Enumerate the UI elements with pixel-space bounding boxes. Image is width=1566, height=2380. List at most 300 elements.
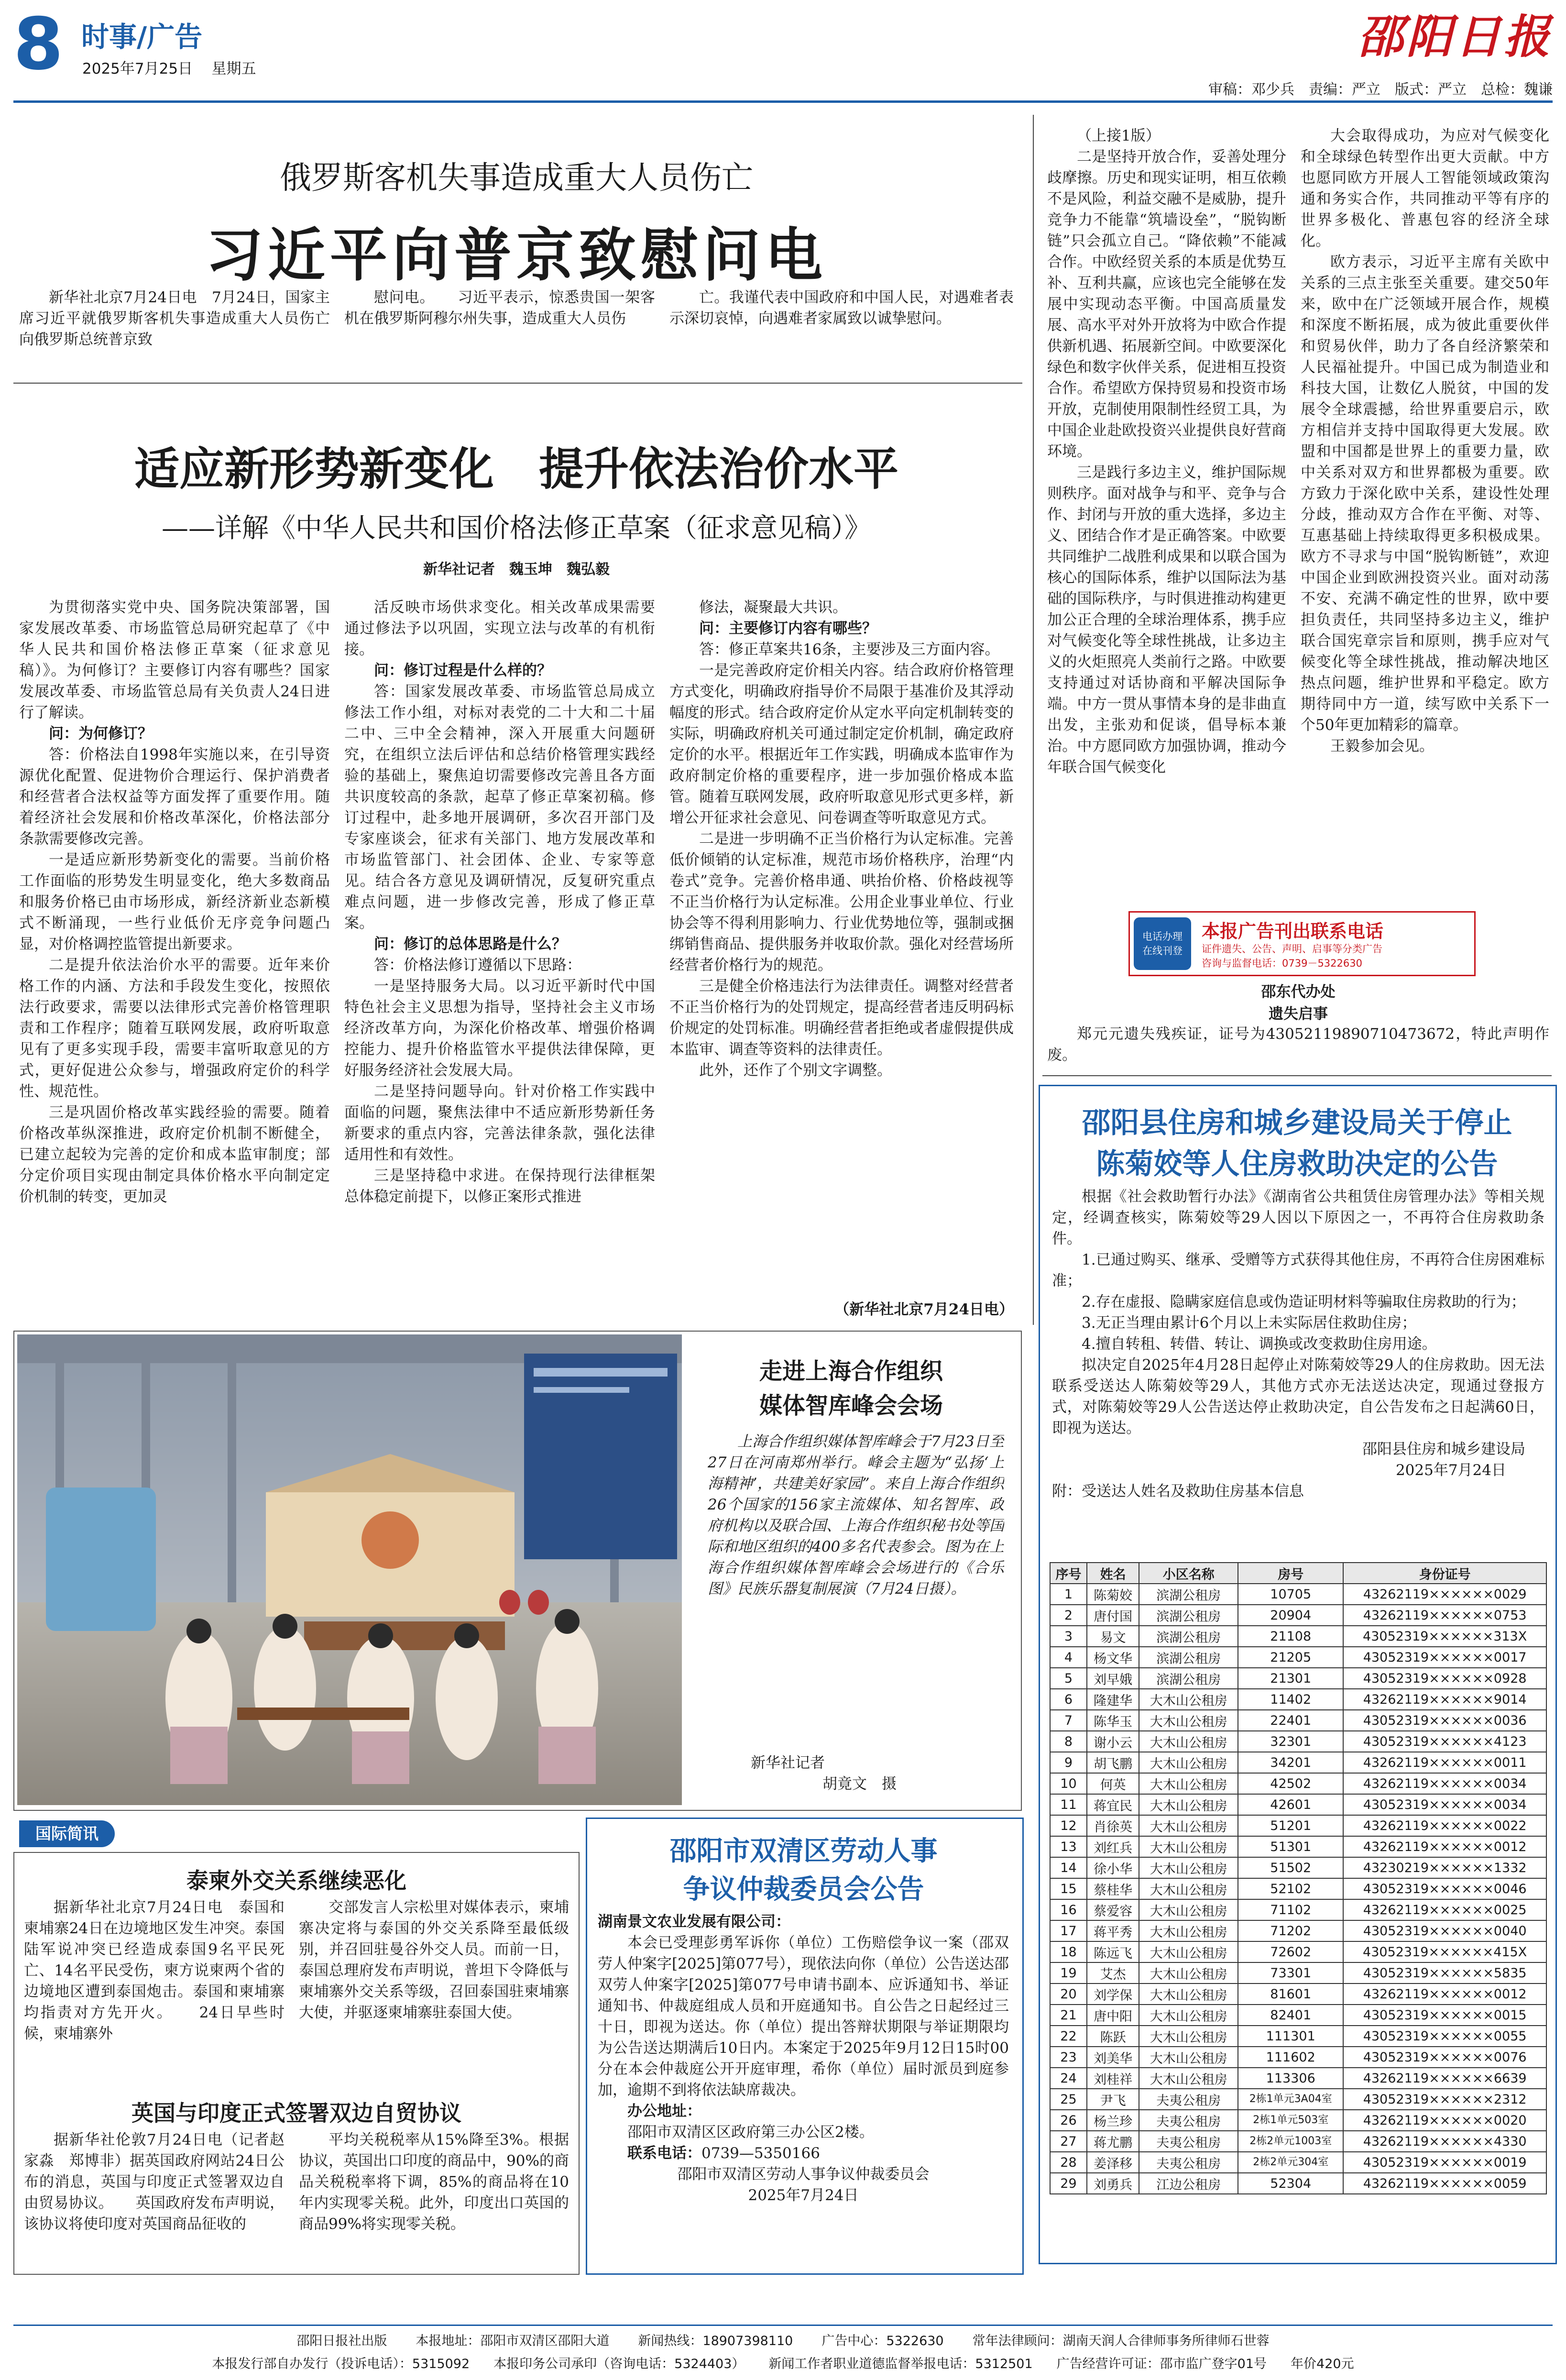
table-cell: 2栋2单元304室 [1238, 2152, 1343, 2173]
table-cell: 43052319××××××0046 [1343, 1878, 1546, 1899]
housing-item-1: 1.已通过购买、继承、受赠等方式获得其他住房，不再符合住房困难标准； [1052, 1251, 1544, 1289]
table-cell: 大木山公租房 [1139, 2068, 1238, 2089]
housing-notice-title1: 邵阳县住房和城乡建设局关于停止 [1082, 1106, 1512, 1140]
column-divider [1033, 115, 1034, 1325]
arbitration-phone-label: 联系电话： [627, 2145, 701, 2162]
ad-title: 本报广告刊出联系电话 [1202, 921, 1384, 942]
table-cell: 江边公租房 [1139, 2173, 1238, 2194]
table-cell: 11402 [1238, 1689, 1343, 1710]
a2c1-para: 为贯彻落实党中央、国务院决策部署，国家发展改革委、市场监管总局研究起草了《中华人民共和国价格法修正草案（征求意见稿）》。为何修订？主要修订内容有哪些？国家发展改革委、市场监管总局有关负责人24日进行了解读。 [19, 599, 330, 721]
article1-subtitle: 俄罗斯客机失事造成重大人员伤亡 [280, 159, 753, 196]
table-cell: 52102 [1238, 1878, 1343, 1899]
table-row [1050, 1920, 1546, 1941]
table-cell: 大木山公租房 [1139, 1773, 1238, 1794]
ad-banner [1128, 911, 1476, 976]
lost-notice-text: 郑元元遗失残疾证，证号为43052119890710473672，特此声明作废。 [1047, 1025, 1549, 1064]
table-cell: 21301 [1238, 1668, 1343, 1689]
a3c2-para: 欧方表示，习近平主席有关欧中关系的三点主张至关重要。建交50年来，欧中在广泛领域开展合作，规模和深度不断拓展，成为彼此重要伙伴和贸易伙伴，助力了各自经济繁荣和人民福祉提升。中国已成为制造业和科技大国，让数亿人脱贫，中国的发展令全球震撼，给世界重要启示，欧方相信并支持中国取得更大发展。欧盟和中国都是世界上的重要力量，欧中关系对双方和世界都极为重要。欧方致力于深化欧中关系，建设性处理分歧，推动双方合作在平衡、对等、互惠基础上持续取得更多积极成果。欧方不寻求与中国“脱钩断链”，欢迎中国企业到欧洲投资兴业。面对动荡不安、充满不确定性的世界，欧中要担负责任，共同坚持多边主义，维护联合国宪章宗旨和原则，携手应对气候变化等全球性挑战，推动解决地区热点问题，维护世界和平稳定。欧方期待同中方一道，续写欧中关系下一个50年更加精彩的篇章。 [1301, 253, 1549, 734]
summit-photo [17, 1334, 682, 1805]
table-cell: 何英 [1087, 1773, 1139, 1794]
a2c1-para: 一是适应新形势新变化的需要。当前价格工作面临的形势发生明显变化，绝大多数商品和服务价格已由市场形成，新经济新业态新模式不断涌现，一些行业低价无序竞争问题凸显，对价格调控监管提出新要求。 [19, 851, 330, 953]
housing-col-header: 序号 [1050, 1563, 1087, 1584]
ad-badge-line2: 在线刊登 [1142, 945, 1183, 957]
table-cell: 27 [1050, 2131, 1087, 2152]
table-cell: 大木山公租房 [1139, 1731, 1238, 1752]
table-cell: 113306 [1238, 2068, 1343, 2089]
arbitration-office: 邵阳市双清区区政府第三办公区2楼。 [627, 2124, 874, 2141]
footer-line2 [0, 2353, 1566, 2372]
table-cell: 夫夷公租房 [1139, 2089, 1238, 2110]
table-cell: 43052319××××××0015 [1343, 2005, 1546, 2026]
article1-text1: 新华社北京7月24日电 7月24日，国家主席习近平就俄罗斯客机失事造成重大人员伤亡向俄罗斯总统普京致 [19, 289, 330, 348]
article1-col1 [19, 287, 330, 359]
table-cell: 29 [1050, 2173, 1087, 2194]
photo-caption [708, 1431, 1004, 1766]
table-cell: 111602 [1238, 2047, 1343, 2068]
table-cell: 11 [1050, 1794, 1087, 1815]
a3c1-para: 三是践行多边主义，维护国际规则秩序。面对战争与和平、竞争与合作、封闭与开放的重大选择，多边主义、团结合作才是正确答案。中欧要共同维护二战胜利成果和以联合国为核心的国际体系，维护以国际法为基础的国际秩序，与时俱进推动构建更加公正合理的全球治理体系，携手应对气候变化等全球性挑战，让多边主义的火炬照亮人类前行之路。中欧要支持通过对话协商和平解决国际争端。中方一贯从事情本身的是非曲直出发，主张劝和促谈，倡导标本兼治。中方愿同欧方加强协调，推动今年联合国气候变化 [1047, 464, 1286, 776]
table-cell: 51301 [1238, 1836, 1343, 1857]
table-row [1050, 2152, 1546, 2173]
table-cell: 蔡桂华 [1087, 1878, 1139, 1899]
table-cell: 大木山公租房 [1139, 1941, 1238, 1962]
a2c2-para: 问：修订过程是什么样的？ [374, 662, 552, 679]
table-row [1050, 2005, 1546, 2026]
table-cell: 7 [1050, 1710, 1087, 1731]
table-cell: 26 [1050, 2110, 1087, 2131]
housing-item-2: 2.存在虚报、隐瞒家庭信息或伪造证明材料等骗取住房救助的行为； [1082, 1293, 1526, 1311]
table-cell: 22 [1050, 2026, 1087, 2047]
table-cell: 2栋1单元3A04室 [1238, 2089, 1343, 2110]
table-cell: 10705 [1238, 1584, 1343, 1605]
a2c3-para: 二是进一步明确不正当价格行为认定标准。完善低价倾销的认定标准，规范市场价格秩序，治理“内卷式”竞争。完善价格串通、哄抬价格、价格歧视等不正当价格行为认定标准。公用企业事业单位、行业协会等不得利用影响力、行业优势地位等，强制或捆绑销售商品、提供服务并收取价款。强化对经营场所经营者价格行为的规范。 [669, 830, 1014, 974]
arbitration-body [598, 1911, 1009, 2265]
table-cell: 滨湖公租房 [1139, 1626, 1238, 1647]
issue-date [82, 56, 256, 78]
footer-ad-center: 广告中心：5322630 [821, 2334, 944, 2348]
table-cell: 17 [1050, 1920, 1087, 1941]
table-cell: 43262119××××××0012 [1343, 1836, 1546, 1857]
table-cell: 刘美华 [1087, 2047, 1139, 2068]
table-cell: 43052319××××××0055 [1343, 2026, 1546, 2047]
table-cell: 43262119××××××9014 [1343, 1689, 1546, 1710]
table-cell: 大木山公租房 [1139, 1983, 1238, 2005]
table-row [1050, 1584, 1546, 1605]
intl-story2-text1: 据新华社伦敦7月24日电（记者赵家淼 郑博非）据英国政府网站24日公布的消息，英国与印度正式签署双边自由贸易协议。 英国政府发布声明说，该协议将使印度对英国商品征收的 [24, 2131, 285, 2233]
a2c3-para: 此外，还作了个别文字调整。 [699, 1062, 892, 1079]
table-row [1050, 2089, 1546, 2110]
table-cell: 蒋平秀 [1087, 1920, 1139, 1941]
table-row [1050, 1710, 1546, 1731]
table-cell: 43052319××××××0928 [1343, 1668, 1546, 1689]
table-row [1050, 1605, 1546, 1626]
table-cell: 43052319××××××0034 [1343, 1794, 1546, 1815]
table-cell: 20 [1050, 1983, 1087, 2005]
table-cell: 尹飞 [1087, 2089, 1139, 2110]
article2-col3 [669, 597, 1014, 1295]
table-cell: 2栋1单元503室 [1238, 2110, 1343, 2131]
table-cell: 43262119××××××0020 [1343, 2110, 1546, 2131]
article1-text2: 慰问电。 习近平表示，惊悉贵国一架客机在俄罗斯阿穆尔州失事，造成重大人员伤 [344, 289, 655, 327]
footer-hotline: 新闻热线：18907398110 [638, 2334, 793, 2348]
footer-line1 [0, 2330, 1566, 2349]
a2c1-para: 问：为何修订？ [49, 725, 153, 742]
table-cell: 8 [1050, 1731, 1087, 1752]
paper-logo: 邵阳日报 [1358, 10, 1553, 64]
a2c2-para: 问：修订的总体思路是什么？ [374, 936, 567, 953]
ad-badge-line1: 电话办理 [1142, 931, 1183, 942]
table-cell: 28 [1050, 2152, 1087, 2173]
housing-table-header [1050, 1563, 1546, 1584]
housing-table-body [1050, 1584, 1546, 2194]
table-cell: 1 [1050, 1584, 1087, 1605]
page-number: 8 [13, 3, 64, 86]
table-cell: 杨文华 [1087, 1647, 1139, 1668]
table-cell: 43052319××××××2312 [1343, 2089, 1546, 2110]
footer-license: 广告经营许可证：邵市监广登字01号 [1056, 2357, 1267, 2371]
intl-story2-title: 英国与印度正式签署双边自贸协议 [131, 2100, 461, 2126]
table-cell: 111301 [1238, 2026, 1343, 2047]
ad-line2: 咨询与监督电话：0739－5322630 [1202, 958, 1362, 969]
table-cell: 21205 [1238, 1647, 1343, 1668]
table-cell: 陈远飞 [1087, 1941, 1139, 1962]
table-cell: 43262119××××××0012 [1343, 1983, 1546, 2005]
table-cell: 13 [1050, 1836, 1087, 1857]
housing-col-header: 身份证号 [1343, 1563, 1546, 1584]
lost-notice-heading: 遗失启事 [1269, 1005, 1328, 1023]
intl-story2-col1 [24, 2129, 285, 2268]
editor-credits: 审稿：邓少兵 责编：严立 版式：严立 总检：魏谦 [1208, 81, 1553, 98]
table-row [1050, 1752, 1546, 1773]
table-row [1050, 1689, 1546, 1710]
intl-story1-text2: 交部发言人宗松里对媒体表示，柬埔寨决定将与泰国的外交关系降至最低级别，并召回驻曼谷外交人员。而前一日，泰国总理府发布声明说，普坦下令降低与柬埔寨外交关系等级，召回泰国驻柬埔寨大使，并驱逐柬埔寨驻泰国大使。 [299, 1899, 569, 2021]
intl-story1-col1 [24, 1897, 285, 2088]
table-cell: 蔡爱容 [1087, 1899, 1139, 1920]
masthead-rule [13, 100, 1553, 103]
table-cell: 43262119××××××0022 [1343, 1815, 1546, 1836]
table-cell: 刘红兵 [1087, 1836, 1139, 1857]
photo-title2: 媒体智库峰会会场 [759, 1392, 943, 1419]
intl-story1-text1: 据新华社北京7月24日电 泰国和柬埔寨24日在边境地区发生冲突。泰国陆军说冲突已经造成泰国9名平民死亡、14名平民受伤，柬方说柬两个省的边境地区遭到泰国炮击。泰国和柬埔寨均指责对方先开火。 24日早些时候，柬埔寨外 [24, 1899, 285, 2042]
article2-title: 适应新形势新变化 提升依法治价水平 [134, 443, 898, 496]
arbitration-addressee: 湖南景文农业发展有限公司： [598, 1913, 790, 1930]
table-cell: 刘早娥 [1087, 1668, 1139, 1689]
table-cell: 21 [1050, 2005, 1087, 2026]
a3c2-para: 大会取得成功，为应对气候变化和全球绿色转型作出更大贡献。中方也愿同欧方开展人工智能领域政策沟通和务实合作，共同推动平等有序的世界多极化、普惠包容的经济全球化。 [1301, 127, 1549, 250]
table-cell: 43052319××××××415X [1343, 1941, 1546, 1962]
housing-notice-body [1052, 1186, 1544, 1607]
table-cell: 43052319××××××4123 [1343, 1731, 1546, 1752]
table-cell: 陈菊姣 [1087, 1584, 1139, 1605]
table-cell: 42601 [1238, 1794, 1343, 1815]
housing-notice-title2: 陈菊姣等人住房救助决定的公告 [1096, 1147, 1498, 1181]
table-cell: 徐小华 [1087, 1857, 1139, 1878]
table-cell: 5 [1050, 1668, 1087, 1689]
table-cell: 52304 [1238, 2173, 1343, 2194]
table-cell: 滨湖公租房 [1139, 1668, 1238, 1689]
footer-distribution: 本报发行部自办发行（投诉电话）：5315092 [212, 2357, 470, 2371]
table-row [1050, 1941, 1546, 1962]
photo-caption-text: 上海合作组织媒体智库峰会于7月23日至27日在河南郑州举行。峰会主题为“弘扬‘上海精神’，共建美好家园”。来自上海合作组织26个国家的156家主流媒体、知名智库、政府机构以及联合国、上海合作组织秘书处等国际和地区组织的400多名代表参会。图为在上海合作组织媒体智库峰会会场进行的《合乐图》民族乐器复制展演（7月24日摄）。 [708, 1433, 1004, 1598]
table-cell: 大木山公租房 [1139, 2026, 1238, 2047]
housing-table-caption: 附：受送达人姓名及救助住房基本信息 [1052, 1483, 1304, 1500]
table-cell: 大木山公租房 [1139, 1857, 1238, 1878]
a3c2-para: 王毅参加会见。 [1330, 738, 1434, 755]
housing-item-4: 4.擅自转租、转借、转让、调换或改变救助住房用途。 [1082, 1335, 1437, 1353]
article2-col2 [344, 597, 655, 1319]
table-cell: 43262119××××××0025 [1343, 1899, 1546, 1920]
footer-printing: 本报印务公司承印（咨询电话：5324403） [493, 2357, 745, 2371]
table-cell: 大木山公租房 [1139, 1710, 1238, 1731]
table-cell: 滨湖公租房 [1139, 1647, 1238, 1668]
photo-credit1: 新华社记者 [751, 1754, 825, 1772]
table-cell: 24 [1050, 2068, 1087, 2089]
table-cell: 72602 [1238, 1941, 1343, 1962]
table-cell: 隆建华 [1087, 1689, 1139, 1710]
housing-table [1050, 1562, 1547, 2194]
table-cell: 3 [1050, 1626, 1087, 1647]
table-cell: 蒋尤鹏 [1087, 2131, 1139, 2152]
table-cell: 43230219××××××1332 [1343, 1857, 1546, 1878]
table-cell: 43052319××××××5835 [1343, 1962, 1546, 1983]
table-cell: 艾杰 [1087, 1962, 1139, 1983]
table-cell: 夫夷公租房 [1139, 2152, 1238, 2173]
ad-line1: 证件遗失、公告、声明、启事等分类广告 [1202, 943, 1382, 955]
housing-col-header: 姓名 [1087, 1563, 1139, 1584]
intl-story1-col2 [299, 1897, 569, 2088]
table-cell: 43262119××××××0029 [1343, 1584, 1546, 1605]
table-cell: 大木山公租房 [1139, 1836, 1238, 1857]
table-cell: 刘桂祥 [1087, 2068, 1139, 2089]
table-cell: 51201 [1238, 1815, 1343, 1836]
table-cell: 大木山公租房 [1139, 1815, 1238, 1836]
table-cell: 51502 [1238, 1857, 1343, 1878]
table-cell: 陈华玉 [1087, 1710, 1139, 1731]
housing-intro: 根据《社会救助暂行办法》《湖南省公共租赁住房管理办法》等相关规定，经调查核实，陈菊姣等29人因以下原因之一，不再符合住房救助条件。 [1052, 1188, 1544, 1247]
table-cell: 34201 [1238, 1752, 1343, 1773]
table-cell: 大木山公租房 [1139, 2005, 1238, 2026]
table-row [1050, 1983, 1546, 2005]
table-cell: 肖徐英 [1087, 1815, 1139, 1836]
a2c2-para: 三是坚持稳中求进。在保持现行法律框架总体稳定前提下，以修正案形式推进 [344, 1167, 655, 1205]
a3c1-para: （上接1版） [1077, 127, 1161, 144]
table-cell: 43052319××××××0076 [1343, 2047, 1546, 2068]
article3-col2 [1301, 125, 1549, 905]
footer-ethics: 新闻工作者职业道德监督举报电话：5312501 [768, 2357, 1033, 2371]
table-cell: 43052319××××××0040 [1343, 1920, 1546, 1941]
table-cell: 43262119××××××0011 [1343, 1752, 1546, 1773]
table-cell: 大木山公租房 [1139, 1689, 1238, 1710]
table-cell: 19 [1050, 1962, 1087, 1983]
intl-story2-text2: 平均关税税率从15%降至3%。根据协议，英国出口印度的商品中，90%的商品关税税率将下调，85%的商品将在10年内实现零关税。此外，印度出口英国的商品99%将实现零关税。 [299, 2131, 569, 2233]
table-cell: 4 [1050, 1647, 1087, 1668]
intl-brief-label: 国际简讯 [19, 1820, 115, 1847]
table-cell: 刘勇兵 [1087, 2173, 1139, 2194]
table-row [1050, 1815, 1546, 1836]
table-cell: 18 [1050, 1941, 1087, 1962]
intl-story1-title: 泰柬外交关系继续恶化 [186, 1868, 406, 1894]
intl-story2-col2 [299, 2129, 569, 2268]
a2c2-para: 一是坚持服务大局。以习近平新时代中国特色社会主义思想为指导，坚持社会主义市场经济改革方向，为深化价格改革、增强价格调控能力、提升价格监管水平提供法律保障，更好服务经济社会发展大局。 [344, 978, 655, 1079]
table-cell: 23 [1050, 2047, 1087, 2068]
footer-price: 年价420元 [1291, 2357, 1354, 2371]
a2c1-para: 三是巩固价格改革实践经验的需要。随着价格改革纵深推进，政府定价机制不断健全，已建立起较为完善的定价和成本监审制度；部分定价项目实现由制定具体价格水平向制定定价机制的转变，更加灵 [19, 1104, 330, 1205]
article2-dateline: （新华社北京7月24日电） [834, 1301, 1014, 1318]
table-cell: 9 [1050, 1752, 1087, 1773]
table-row [1050, 1647, 1546, 1668]
table-cell: 43262119××××××4330 [1343, 2131, 1546, 2152]
ad-badge [1134, 917, 1191, 970]
table-cell: 陈跃 [1087, 2026, 1139, 2047]
table-cell: 2 [1050, 1605, 1087, 1626]
a2c2-para: 二是坚持问题导向。针对价格工作实践中面临的问题，聚焦法律中不适应新形势新任务新要求的重点内容，完善法律条款，强化法律适用性和有效性。 [344, 1083, 655, 1163]
table-row [1050, 1626, 1546, 1647]
table-row [1050, 2131, 1546, 2152]
table-row [1050, 2110, 1546, 2131]
table-cell: 22401 [1238, 1710, 1343, 1731]
table-row [1050, 1773, 1546, 1794]
a2c3-para: 一是完善政府定价相关内容。结合政府价格管理方式变化，明确政府指导价不局限于基准价及其浮动幅度的形式。结合政府定价从定水平向定机制转变的实际，明确政府机关可通过制定定价机制，确定政府定价的水平。根据近年工作实践，明确成本监审作为政府制定价格的重要程序，进一步加强价格成本监管。随着互联网发展，政府听取意见形式更多样，新增公开征求社会意见、问卷调查等听取意见方式。 [669, 662, 1014, 826]
footer-legal: 常年法律顾问：湖南天润人合律师事务所律师石世蓉 [972, 2334, 1270, 2348]
lost-notice-office: 邵东代办处 [1261, 983, 1336, 1001]
footer-publisher: 邵阳日报社出版 [296, 2334, 387, 2348]
arbitration-date: 2025年7月24日 [748, 2187, 859, 2204]
table-cell: 25 [1050, 2089, 1087, 2110]
article1-col2 [344, 287, 655, 359]
table-cell: 42502 [1238, 1773, 1343, 1794]
table-cell: 夫夷公租房 [1139, 2131, 1238, 2152]
a2c3-para: 答：修正草案共16条，主要涉及三方面内容。 [699, 641, 1000, 658]
table-cell: 刘学保 [1087, 1983, 1139, 2005]
lost-notice-body [1047, 1024, 1549, 1071]
table-cell: 12 [1050, 1815, 1087, 1836]
housing-sign-date: 2025年7月24日 [1395, 1462, 1506, 1479]
footer-address: 本报地址：邵阳市双清区邵阳大道 [416, 2334, 610, 2348]
arbitration-phone-number: 0739—5350166 [701, 2145, 820, 2162]
table-cell: 16 [1050, 1899, 1087, 1920]
a2c1-para: 答：价格法自1998年实施以来，在引导资源优化配置、促进物价合理运行、保护消费者和经营者合法权益等方面发挥了重要作用。随着经济社会发展和价格改革深化，价格法部分条款需要修改完善。 [19, 746, 330, 848]
article1-text3: 亡。我谨代表中国政府和中国人民，对遇难者表示深切哀悼，向遇难者家属致以诚挚慰问。 [669, 289, 1014, 327]
a2c2-para: 活反映市场供求变化。相关改革成果需要通过修法予以巩固，实现立法与改革的有机衔接。 [344, 599, 655, 658]
table-cell: 32301 [1238, 1731, 1343, 1752]
table-cell: 15 [1050, 1878, 1087, 1899]
article1-col3 [669, 287, 1014, 359]
housing-decision: 拟决定自2025年4月28日起停止对陈菊姣等29人的住房救助。因无法联系受送达人陈菊姣等29人，其他方式亦无法送达决定，现通过登报方式，对陈菊姣等29人公告送达停止救助决定，自公告发布之日起满60日，即视为送达。 [1052, 1356, 1544, 1437]
article1-title: 习近平向普京致慰问电 [206, 221, 827, 289]
table-cell: 唐中阳 [1087, 2005, 1139, 2026]
arbitration-title1: 邵阳市双清区劳动人事 [669, 1835, 938, 1867]
table-cell: 滨湖公租房 [1139, 1584, 1238, 1605]
table-cell: 43052319××××××0036 [1343, 1710, 1546, 1731]
table-row [1050, 1878, 1546, 1899]
section-title: 时事/广告 [81, 21, 203, 53]
table-cell: 20904 [1238, 1605, 1343, 1626]
table-cell: 43052319××××××313X [1343, 1626, 1546, 1647]
table-cell: 71202 [1238, 1920, 1343, 1941]
table-cell: 大木山公租房 [1139, 1794, 1238, 1815]
table-cell: 易文 [1087, 1626, 1139, 1647]
date-text: 2025年7月25日 [82, 60, 193, 77]
lost-notice-rule [1042, 1075, 1552, 1076]
table-cell: 81601 [1238, 1983, 1343, 2005]
table-cell: 73301 [1238, 1962, 1343, 1983]
table-cell: 14 [1050, 1857, 1087, 1878]
table-cell: 43262119××××××0034 [1343, 1773, 1546, 1794]
a2c3-para: 问：主要修订内容有哪些？ [699, 620, 877, 637]
table-cell: 43262119××××××0753 [1343, 1605, 1546, 1626]
table-row [1050, 2026, 1546, 2047]
article2-col1 [19, 597, 330, 1319]
table-cell: 大木山公租房 [1139, 2047, 1238, 2068]
table-cell: 71102 [1238, 1899, 1343, 1920]
table-cell: 大木山公租房 [1139, 1962, 1238, 1983]
article3-col1 [1047, 125, 1286, 905]
a2c3-para: 修法，凝聚最大共识。 [699, 599, 847, 616]
table-row [1050, 1836, 1546, 1857]
table-row [1050, 1899, 1546, 1920]
housing-signature: 邵阳县住房和城乡建设局 [1362, 1441, 1525, 1458]
weekday-text: 星期五 [211, 60, 256, 77]
table-cell: 43052319××××××0019 [1343, 2152, 1546, 2173]
a2c2-para: 答：价格法修订遵循以下思路： [374, 957, 581, 974]
table-cell: 10 [1050, 1773, 1087, 1794]
table-cell: 滨湖公租房 [1139, 1605, 1238, 1626]
table-row [1050, 1794, 1546, 1815]
table-cell: 2栋2单元1003室 [1238, 2131, 1343, 2152]
table-cell: 胡飞鹏 [1087, 1752, 1139, 1773]
table-cell: 大木山公租房 [1139, 1899, 1238, 1920]
photo-title1: 走进上海合作组织 [759, 1358, 943, 1385]
table-row [1050, 2068, 1546, 2089]
table-cell: 蒋宜民 [1087, 1794, 1139, 1815]
housing-col-header: 房号 [1238, 1563, 1343, 1584]
table-cell: 43052319××××××0017 [1343, 1647, 1546, 1668]
a2c1-para: 二是提升依法治价水平的需要。近年来价格工作的内涵、方法和手段发生变化，按照依法行政要求，需要以法律形式完善价格管理职责和工作程序；随着互联网发展，政府听取意见有了更多实现手段，需要丰富听取意见的方式，更好促进公众参与，增强政府定价的科学性、规范性。 [19, 957, 330, 1100]
article2-byline: 新华社记者 魏玉坤 魏弘毅 [423, 561, 610, 578]
table-cell: 43262119××××××0059 [1343, 2173, 1546, 2194]
arbitration-phone [598, 2143, 1009, 2164]
table-cell: 夫夷公租房 [1139, 2110, 1238, 2131]
table-cell: 6 [1050, 1689, 1087, 1710]
table-cell: 大木山公租房 [1139, 1920, 1238, 1941]
a2c2-para: 答：国家发展改革委、市场监管总局成立修法工作小组，对标对表党的二十大和二十届二中、三中全会精神，深入开展重大问题研究，在组织立法后评估和总结价格管理实践经验的基础上，聚焦迫切需要修改完善且各方面共识度较高的条款，起草了修正草案初稿。修订过程中，赴多地开展调研，多次召开部门及专家座谈会，征求有关部门、地方发展改革和市场监管部门、社会团体、企业、专家等意见。结合各方意见及调研情况，反复研究重点难点问题，进一步修改完善，形成了修正草案。 [344, 683, 655, 932]
arbitration-office-label: 办公地址： [627, 2103, 701, 2120]
table-cell: 姜泽移 [1087, 2152, 1139, 2173]
article1-rule [13, 383, 1022, 384]
footer-rule [13, 2325, 1553, 2326]
table-row [1050, 1668, 1546, 1689]
arbitration-signature: 邵阳市双清区劳动人事争议仲裁委员会 [677, 2166, 930, 2183]
photo-credit2: 胡竟文 摄 [822, 1775, 897, 1793]
article2-subtitle: ——详解《中华人民共和国价格法修正草案（征求意见稿）》 [162, 513, 871, 544]
table-cell: 大木山公租房 [1139, 1878, 1238, 1899]
table-cell: 21108 [1238, 1626, 1343, 1647]
a3c1-para: 二是坚持开放合作，妥善处理分歧摩擦。历史和现实证明，相互依赖不是风险，利益交融不是威胁，提升竞争力不能靠“筑墙设垒”，“脱钩断链”只会孤立自己。“降依赖”不能减合作。中欧经贸关系的本质是优势互补、互利共赢，应该也完全能够在发展中实现动态平衡。中国高质量发展、高水平对外开放将为中欧合作提供新机遇、拓展新空间。中欧要深化绿色和数字伙伴关系，促进相互投资合作。希望欧方保持贸易和投资市场开放，克制使用限制性经贸工具，为中国企业赴欧投资兴业提供良好营商环境。 [1047, 148, 1286, 460]
table-cell: 谢小云 [1087, 1731, 1139, 1752]
table-row [1050, 2047, 1546, 2068]
arbitration-title2: 争议仲裁委员会公告 [683, 1873, 924, 1905]
table-row [1050, 2173, 1546, 2194]
a2c3-para: 三是健全价格违法行为法律责任。调整对经营者不正当价格行为的处罚规定，提高经营者违反明码标价规定的处罚标准。明确经营者拒绝或者虚假提供成本监审、调查等资料的法律责任。 [669, 978, 1014, 1058]
table-row [1050, 1731, 1546, 1752]
table-cell: 大木山公租房 [1139, 1752, 1238, 1773]
table-row [1050, 1857, 1546, 1878]
table-cell: 82401 [1238, 2005, 1343, 2026]
housing-item-3: 3.无正当理由累计6个月以上未实际居住救助住房； [1082, 1314, 1417, 1332]
table-row [1050, 1962, 1546, 1983]
arbitration-text: 本会已受理彭勇军诉你（单位）工伤赔偿争议一案（邵双劳人仲案字[2025]第077号），现依法向你（单位）公告送达邵双劳人仲案字[2025]第077号申请书副本、应诉通知书、举证通知书、仲裁庭组成人员和开庭通知书。自公告之日起经过三十日，即视为送达。你（单位）提出答辩状期限与举证期限均为公告送达期满后10日内。本案定于2025年9月12日15时00分在本会仲裁庭公开开庭审理，希你（单位）届时派员到庭参加，逾期不到将依法缺席裁决。 [598, 1934, 1009, 2099]
table-cell: 唐付国 [1087, 1605, 1139, 1626]
